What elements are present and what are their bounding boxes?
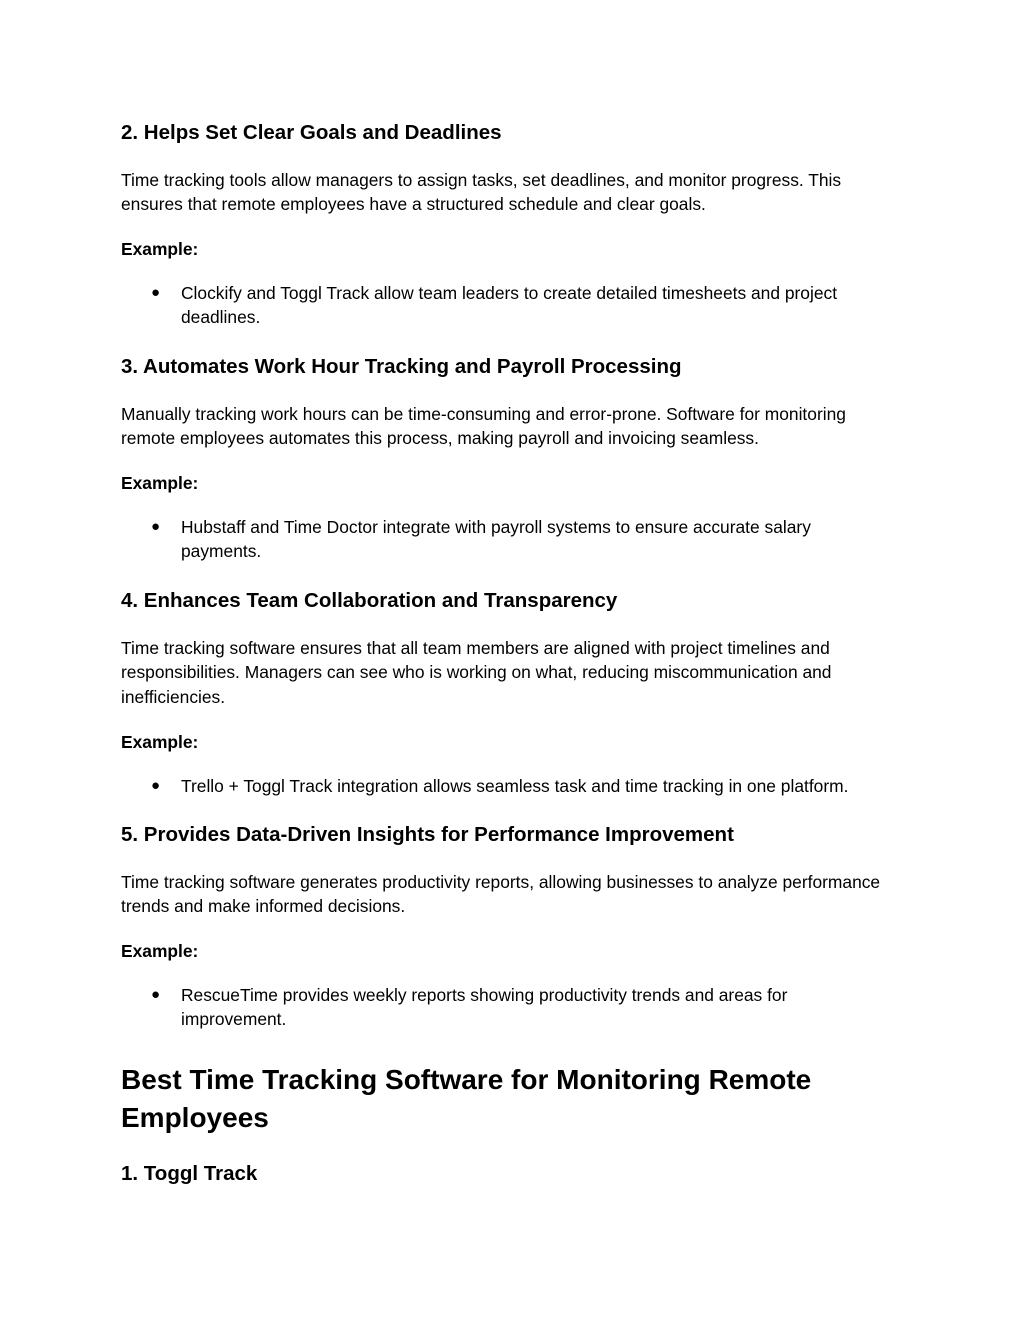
bullet-icon: ● bbox=[151, 777, 161, 794]
section-body: Time tracking tools allow managers to assign tasks, set deadlines, and monitor progress. This ensures that remote employees have a structured schedule and clear goals. bbox=[121, 170, 842, 215]
example-label: Example: bbox=[121, 239, 199, 259]
section-heading: 3. Automates Work Hour Tracking and Payroll Processing bbox=[121, 355, 682, 378]
example-label: Example: bbox=[121, 941, 199, 961]
main-heading: Best Time Tracking Software for Monitoring Remote Employees bbox=[121, 1064, 812, 1133]
bullet-icon: ● bbox=[151, 986, 161, 1003]
section-body: Time tracking software generates productivity reports, allowing businesses to analyze performance trends and make informed decisions. bbox=[121, 872, 881, 917]
list-item-text: Clockify and Toggl Track allow team leaders to create detailed timesheets and project deadlines. bbox=[181, 283, 838, 328]
list-item-text: Trello + Toggl Track integration allows seamless task and time tracking in one platform. bbox=[181, 776, 849, 796]
section-heading: 2. Helps Set Clear Goals and Deadlines bbox=[121, 121, 502, 144]
section-heading: 5. Provides Data-Driven Insights for Performance Improvement bbox=[121, 823, 734, 846]
section-body: Manually tracking work hours can be time-consuming and error-prone. Software for monitoring remote employees automates this process, making payroll and invoicing seamless. bbox=[121, 404, 846, 449]
section-heading: 4. Enhances Team Collaboration and Transparency bbox=[121, 589, 618, 612]
sub-heading: 1. Toggl Track bbox=[121, 1162, 258, 1185]
list-item-text: Hubstaff and Time Doctor integrate with payroll systems to ensure accurate salary payments. bbox=[181, 517, 811, 562]
example-label: Example: bbox=[121, 732, 199, 752]
list-item-text: RescueTime provides weekly reports showing productivity trends and areas for improvement. bbox=[181, 985, 788, 1030]
bullet-icon: ● bbox=[151, 518, 161, 535]
section-body: Time tracking software ensures that all team members are aligned with project timelines and responsibilities. Managers can see who is working on what, reducing miscommunication and inefficiencies. bbox=[121, 638, 832, 707]
example-label: Example: bbox=[121, 473, 199, 493]
bullet-icon: ● bbox=[151, 284, 161, 301]
